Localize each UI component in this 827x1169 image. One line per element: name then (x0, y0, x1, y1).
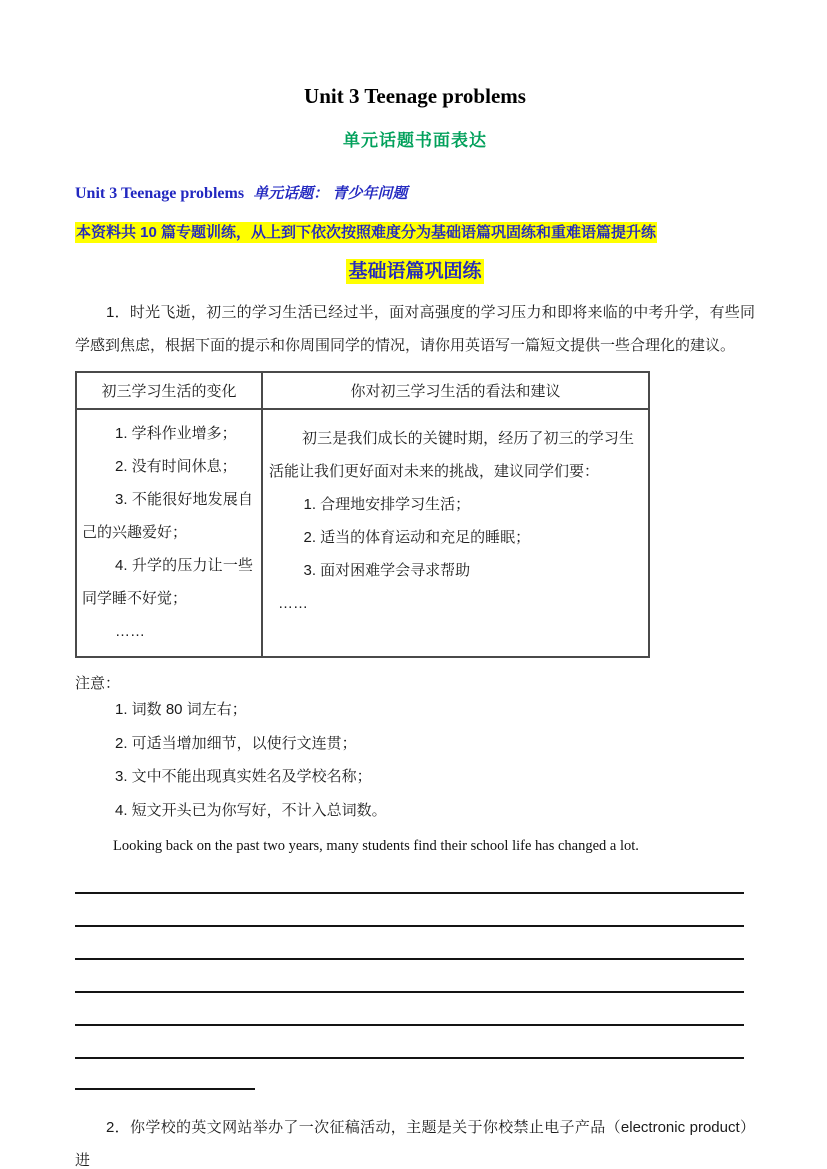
table-header-changes: 初三学习生活的变化 (76, 372, 262, 409)
hint-item: 3. 不能很好地发展自己的兴趣爱好； (82, 491, 253, 541)
hint-item: 1. 学科作业增多； (115, 425, 237, 442)
left-hints-cell (76, 409, 262, 657)
suggestion-item: 2. 适当的体育运动和充足的睡眠； (303, 529, 531, 546)
writing-line (75, 958, 744, 960)
section-title (75, 256, 755, 283)
notes-label: 注意： (75, 675, 121, 692)
note-item: 3. 文中不能出现真实姓名及学校名称； (115, 768, 372, 785)
hints-table (75, 371, 650, 658)
writing-line (75, 925, 744, 927)
hint-item: 4. 升学的压力让一些同学睡不好觉； (82, 557, 253, 607)
writing-line (75, 1024, 744, 1026)
suggestion-item-ellipsis: …… (278, 595, 308, 612)
hints-table-header-row (76, 372, 649, 409)
task1-prompt: 1．时光飞逝，初三的学习生活已经过半，面对高强度的学习压力和即将来临的中考升学，有些同学感到焦虑，根据下面的提示和你周围同学的情况，请你用英语写一篇短文提供一些合理化的建议。 (75, 304, 755, 354)
page-subtitle: 单元话题书面表达 (343, 131, 487, 150)
suggestion-item: 3. 面对困难学会寻求帮助 (303, 562, 471, 579)
hints-table-body-row (76, 409, 649, 657)
note-item: 2. 可适当增加细节，以使行文连贯； (115, 734, 357, 752)
hint-item: 2. 没有时间休息； (115, 458, 237, 475)
hint-item-ellipsis: …… (115, 623, 145, 640)
material-notice (75, 222, 755, 243)
note-item: 1. 词数 80 词左右； (115, 701, 247, 718)
writing-area (75, 892, 755, 1090)
writing-line (75, 892, 744, 894)
table-header-opinions: 你对初三学习生活的看法和建议 (262, 372, 649, 409)
task2-prompt: 2．你学校的英文网站举办了一次征稿活动，主题是关于你校禁止电子产品（electronic product）进 (75, 1119, 755, 1169)
suggestion-item: 1. 合理地安排学习生活； (303, 496, 471, 513)
unit-topic-chinese: 单元话题： 青少年问题 (253, 185, 408, 202)
writing-line (75, 1057, 744, 1059)
unit-topic-line (75, 182, 755, 203)
right-hints-cell (262, 409, 649, 657)
suggestions-intro: 初三是我们成长的关键时期，经历了初三的学习生活能让我们更好面对未来的挑战，建议同学们要： (269, 430, 634, 480)
page-title: Unit 3 Teenage problems (304, 84, 526, 108)
unit-topic-english: Unit 3 Teenage problems (75, 185, 245, 202)
writing-line (75, 991, 744, 993)
section-title-highlight: 基础语篇巩固练 (348, 261, 482, 282)
lead-in-sentence: Looking back on the past two years, many students find their school life has changed a lot. (113, 838, 639, 854)
notice-highlight: 本资料共 10 篇专题训练，从上到下依次按照难度分为基础语篇巩固练和重难语篇提升练 (76, 224, 657, 241)
note-item: 4. 短文开头已为你写好，不计入总词数。 (115, 801, 387, 819)
writing-line-short (75, 1088, 255, 1090)
